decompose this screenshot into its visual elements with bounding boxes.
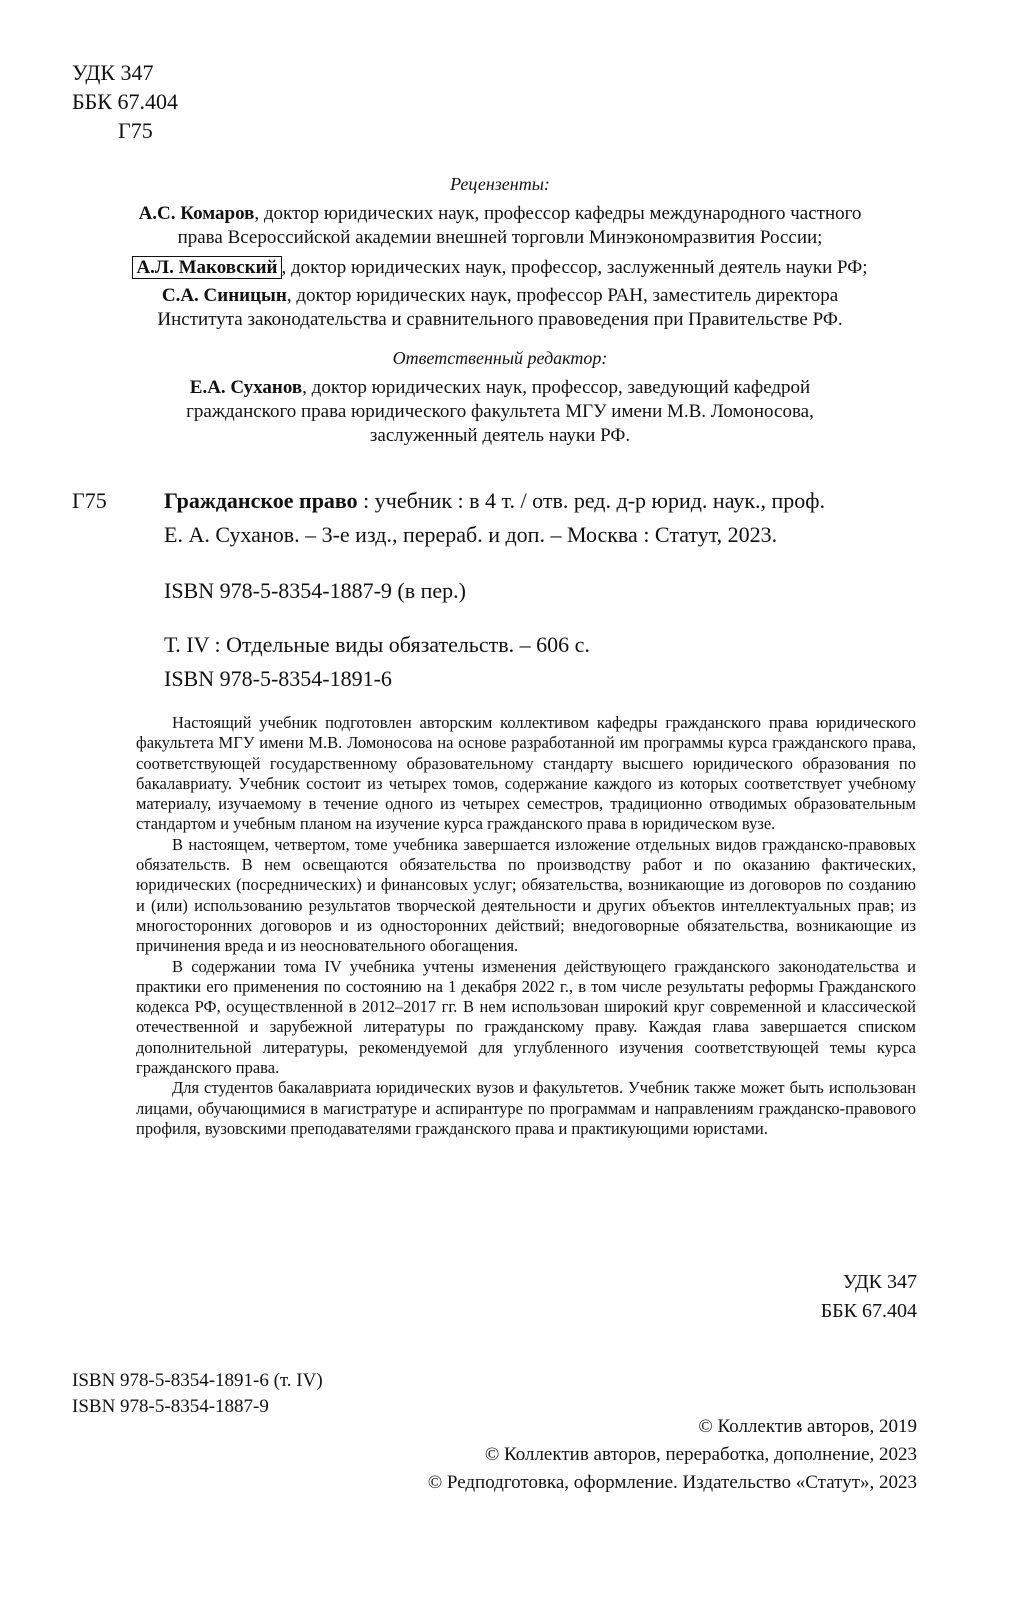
copyright-line: © Коллектив авторов, 2019 [698,1416,917,1437]
bottom-classification [821,1268,917,1326]
catalog-code: Г75 [72,488,107,513]
abstract-paragraph: Настоящий учебник подготовлен авторским коллективом кафедры гражданского права юридического факультета МГУ имени М.В. Ломоносова на основе разработанной им программы курса гражданского права, соответствующей государственному образовательному стандарту высшего юридического образования по бакалавриату. Учебник состоит из четырех томов, содержание каждого из которых соответствует учебному материалу, изучаемому в течение одного из четырех семестров, традиционно отводимых образовательным стандартом и учебным планом на изучение курса гражданского права в юридическом вузе. [136,713,916,834]
reviewer-name: С.А. Синицын [161,285,287,306]
copyright-line: © Коллектив авторов, переработка, дополнение, 2023 [484,1444,917,1465]
reviewer-1 [60,202,940,250]
udk-code: УДК 347 [842,1271,917,1293]
author-mark: Г75 [118,118,153,143]
reviewer-name: А.Л. Маковский [132,256,281,279]
abstract-paragraph: Для студентов бакалавриата юридических вузов и факультетов. Учебник также может быть использован лицами, обучающимися в магистратуре и аспирантуре по программам и направлениям гражданско-правового профиля, вузовскими преподавателями гражданского права и практикующими юристами. [136,1078,916,1138]
reviewer-2 [60,256,940,280]
catalog-details: : учебник : в 4 т. / отв. ред. д-р юрид. наук., проф. [357,488,826,513]
editor-block [60,376,940,448]
abstract-paragraph: В настоящем, четвертом, томе учебника завершается изложение отдельных видов гражданско-правовых обязательств. В нем освещаются обязательства по производству работ и по оказанию фактических, юридических (посреднических) и финансовых услуг; обязательства, возникающие из договоров по созданию и (или) использованию результатов творческой деятельности и других объектов интеллектуальных прав; из многосторонних договоров и из односторонних действий; внедоговорные обязательства, возникающие из причинения вреда и из неосновательного обогащения. [136,834,916,956]
catalog-isbn-set: ISBN 978-5-8354-1887-9 (в пер.) [164,578,467,603]
isbn-line: ISBN 978-5-8354-1887-9 [72,1396,269,1417]
bbk-code: ББК 67.404 [820,1300,917,1322]
reviewer-description: , доктор юридических наук, профессор, заслуженный деятель науки РФ; [281,257,868,278]
catalog-isbn-volume: ISBN 978-5-8354-1891-6 [164,666,392,691]
catalog-line-1 [164,484,954,518]
isbn-line: ISBN 978-5-8354-1891-6 (т. IV) [72,1370,323,1391]
catalog-line-2: Е. А. Суханов. – 3-е изд., перераб. и доп. – Москва : Статут, 2023. [164,522,778,547]
copyright-block [428,1413,917,1497]
editor-heading: Ответственный редактор: [392,348,608,368]
udk-code: УДК 347 [72,60,154,85]
catalog-volume: Т. IV : Отдельные виды обязательств. – 606 с. [164,632,590,657]
editor-name: Е.А. Суханов [189,377,303,398]
reviewer-description-cont: права Всероссийской академии внешней торговли Минэкономразвития России; [177,227,823,248]
abstract-paragraph: В содержании тома IV учебника учтены изменения действующего гражданского законодательства и практики его применения по состоянию на 1 декабря 2022 г., в том числе результаты реформы Гражданского кодекса РФ, осуществленной в 2012–2017 гг. В нем использован широкий круг современной и классической отечественной и зарубежной литературы по гражданскому праву. Каждая глава завершается списком дополнительной литературы, рекомендуемой для углубленного изучения соответствующей темы курса гражданского права. [136,956,916,1078]
reviewer-3 [60,284,940,332]
reviewer-name: А.С. Комаров [138,203,255,224]
book-title: Гражданское право [164,488,358,513]
classification-block [72,58,178,145]
editor-description-cont: гражданского права юридического факультета МГУ имени М.В. Ломоносова, [186,401,814,422]
reviewer-description: , доктор юридических наук, профессор кафедры международного частного [254,203,862,224]
reviewer-description: , доктор юридических наук, профессор РАН, заместитель директора [286,285,839,306]
reviewer-description-cont: Института законодательства и сравнительного правоведения при Правительстве РФ. [157,309,843,330]
bbk-code: ББК 67.404 [72,89,178,114]
editor-description-cont: заслуженный деятель науки РФ. [369,425,631,446]
reviewers-heading: Рецензенты: [450,174,550,194]
isbn-list [72,1368,323,1420]
abstract [136,713,916,1139]
editor-description: , доктор юридических наук, профессор, заведующий кафедрой [302,377,811,398]
copyright-line: © Редподготовка, оформление. Издательство «Статут», 2023 [427,1472,917,1493]
